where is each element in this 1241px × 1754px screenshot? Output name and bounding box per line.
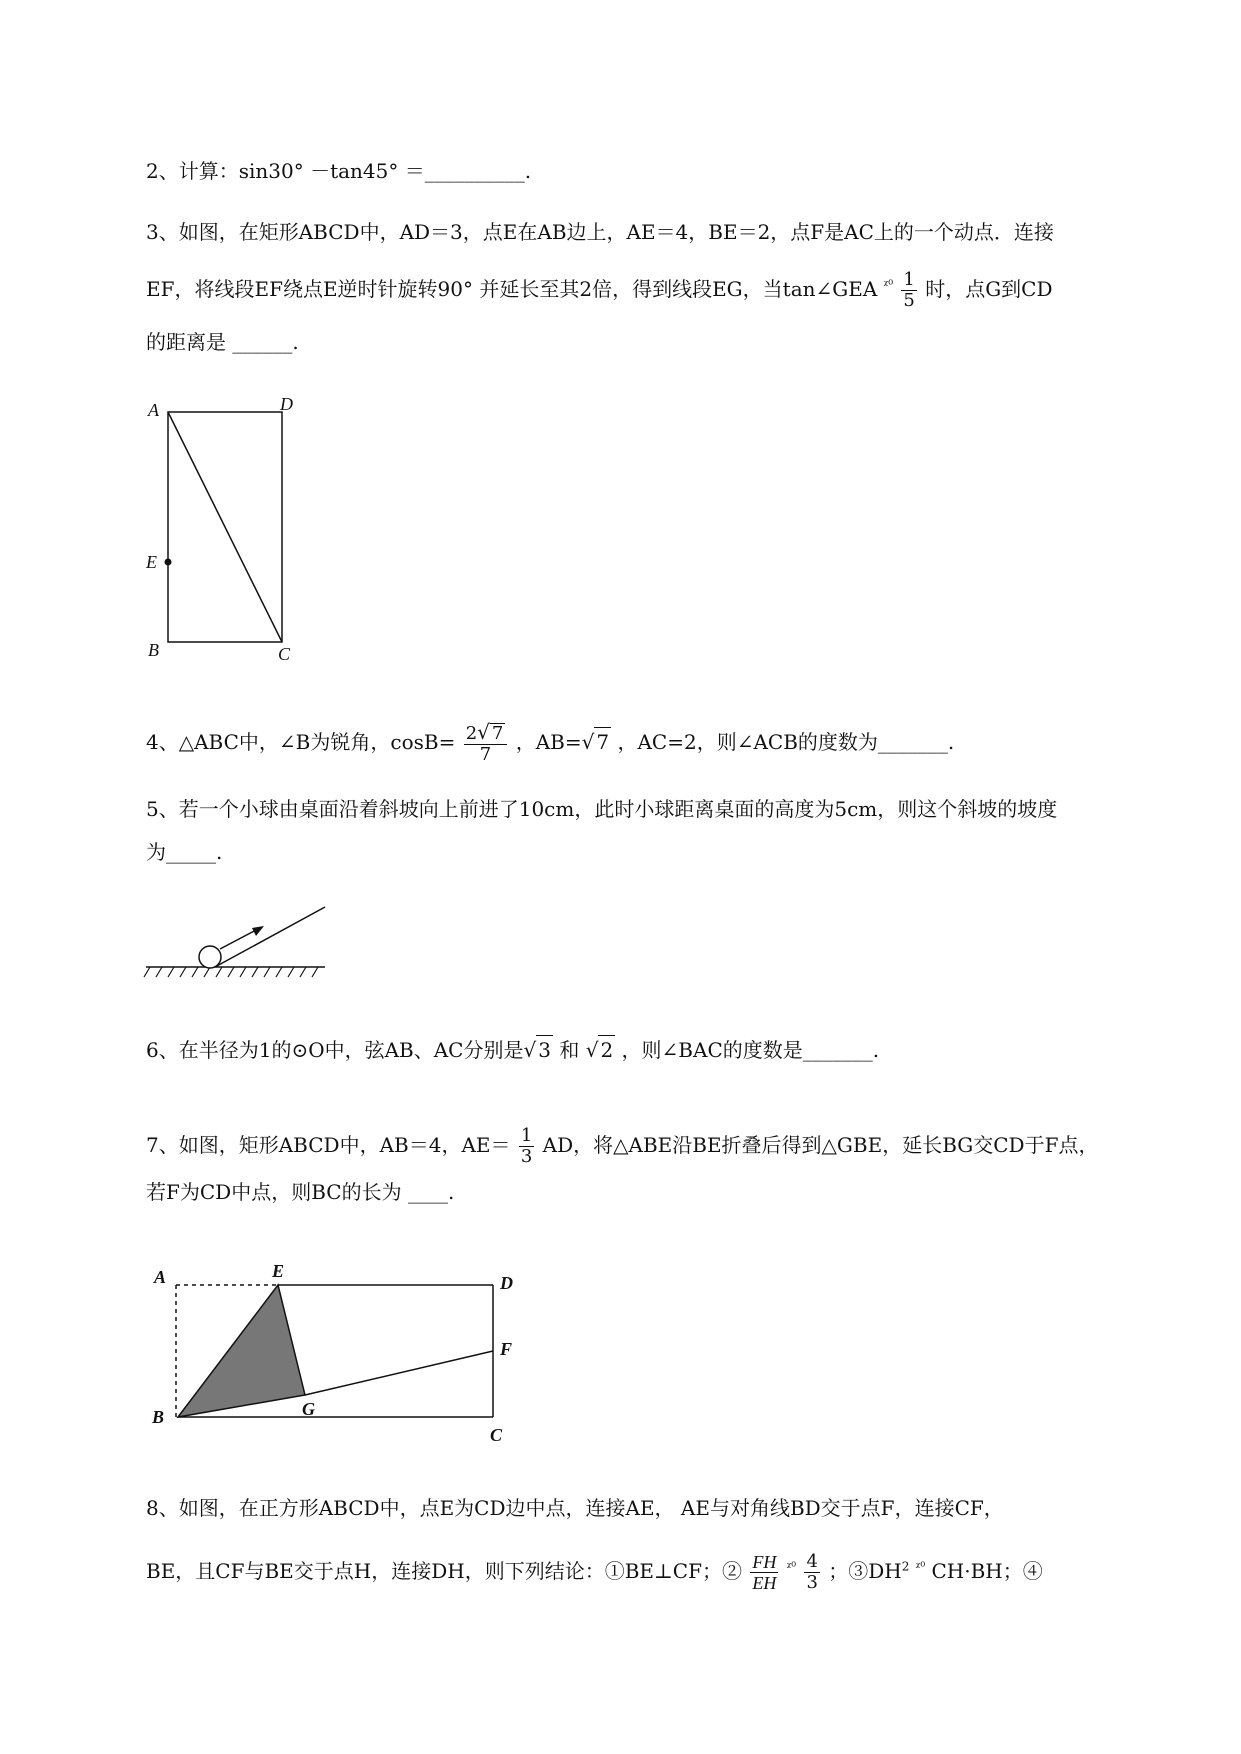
question-7-line-1: [146, 1126, 1098, 1167]
q7-label-b: B: [152, 1407, 165, 1427]
q7-a: 7、如图，矩形ABCD中，AB＝4，AE＝: [146, 1133, 511, 1157]
q3-frac-num: 1: [903, 269, 915, 290]
sqrt-icon: √: [581, 730, 595, 754]
q6-radicand-2: 2: [598, 1035, 615, 1064]
q7-frac-den: 3: [520, 1146, 533, 1167]
q5-line2: 为_____.: [146, 840, 223, 864]
q7-triangle-gbe: [178, 1285, 305, 1417]
q6-b: 和: [559, 1038, 586, 1062]
q3-line1: 3、如图，在矩形ABCD中，AD＝3，点E在AB边上，AE＝4，BE＝2，点F是AC上的一个动点．连接: [146, 220, 1054, 244]
q3-label-d: D: [280, 394, 293, 414]
q3-label-c: C: [278, 644, 291, 664]
q7-figure: [140, 1255, 540, 1450]
q5-slope: [215, 907, 325, 967]
q8-line1: 8、如图，在正方形ABCD中，点E为CD边中点，连接AE， AE与对角线BD交于点F，连接CF，: [146, 1496, 1004, 1520]
question-7-line-2: [146, 1178, 454, 1206]
question-5-line-2: [146, 838, 222, 866]
q3-label-a: A: [148, 400, 159, 420]
question-2: [146, 157, 531, 185]
q4-frac-den: 7: [479, 744, 492, 765]
q8-garbled-mark-2: ᵡ⁰: [915, 1559, 926, 1574]
q3-diagonal-ac: [168, 412, 282, 642]
q3-point-e: [165, 559, 172, 566]
q7-fraction: [519, 1126, 534, 1167]
question-6: [146, 1035, 879, 1064]
q7-b: AD，将△ABE沿BE折叠后得到△GBE，延长BG交CD于F点，: [542, 1133, 1099, 1157]
q8-frac2-den: 3: [806, 1572, 818, 1593]
q3-figure: [140, 390, 310, 670]
q8-line2b: ；③DH: [828, 1559, 902, 1583]
q7-label-d: D: [500, 1273, 513, 1293]
question-4: [146, 722, 954, 765]
q8-fraction-4-3: [804, 1552, 819, 1593]
q3-line2a: EF，将线段EF绕点E逆时针旋转90° 并延长至其2倍，得到线段EG，当tan∠GEA: [146, 277, 878, 301]
q4-num-radicand: 7: [491, 723, 504, 744]
question-8-line-2: [146, 1552, 1043, 1593]
q8-frac1-num: FH: [752, 1552, 777, 1572]
question-3-line-2: [146, 270, 1053, 311]
q4-c: ，AC=2，则∠ACB的度数为_______.: [617, 730, 955, 754]
q4-b: ，AB=: [515, 730, 582, 754]
sqrt-icon: √: [585, 1038, 599, 1062]
q5-ball: [199, 946, 221, 968]
q8-line2c: CH·BH；④: [931, 1559, 1043, 1583]
q3-frac-den: 5: [903, 290, 915, 311]
q4-fraction: [464, 722, 508, 765]
q7-label-e: E: [272, 1261, 285, 1281]
q7-label-a: A: [154, 1267, 167, 1287]
question-3-line-3: [146, 328, 299, 356]
q5-figure: [140, 895, 340, 985]
q7-line2: 若F为CD中点，则BC的长为 ____.: [146, 1180, 455, 1204]
q8-fraction-fh-eh: [750, 1552, 778, 1593]
q4-ab-radicand: 7: [594, 727, 611, 756]
q8-superscript: 2: [901, 1559, 910, 1574]
sqrt-icon: √: [523, 1038, 537, 1062]
q6-c: ，则∠BAC的度数是_______.: [621, 1038, 880, 1062]
q8-frac1-den: EH: [752, 1573, 777, 1593]
q8-line2a: BE，且CF与BE交于点H，连接DH，则下列结论：①BE⊥CF；②: [146, 1559, 742, 1583]
q2-text: 2、计算：sin30° －tan45° ＝__________.: [146, 159, 532, 183]
q5-arrow-head-icon: [252, 926, 264, 936]
question-5-line-1: [146, 795, 1057, 823]
q8-frac2-num: 4: [806, 1551, 818, 1572]
q7-label-f: F: [500, 1339, 513, 1359]
question-3-line-1: [146, 218, 1054, 246]
q7-line-gf: [305, 1351, 493, 1395]
q3-label-b: B: [148, 640, 159, 660]
q6-radicand-1: 3: [536, 1035, 553, 1064]
q3-garbled-mark: ᵡ⁰: [883, 277, 894, 292]
q4-frac-num: 2√ 7: [464, 722, 508, 745]
q7-label-g: G: [302, 1399, 315, 1419]
q4-a: 4、△ABC中，∠B为锐角，cosB=: [146, 730, 456, 754]
question-8-line-1: [146, 1494, 1004, 1522]
q7-frac-num: 1: [520, 1125, 533, 1146]
q5-ground-hatch: [144, 967, 318, 977]
q4-coef: 2: [465, 723, 478, 744]
q7-label-c: C: [490, 1425, 503, 1445]
q8-garbled-mark-1: ᵡ⁰: [786, 1559, 797, 1574]
q5-line1: 5、若一个小球由桌面沿着斜坡向上前进了10cm，此时小球距离桌面的高度为5cm，则这个斜坡的坡度: [146, 797, 1058, 821]
q3-label-e: E: [146, 552, 157, 572]
q3-fraction: [901, 270, 916, 311]
q6-a: 6、在半径为1的⊙O中，弦AB、AC分别是: [146, 1038, 524, 1062]
q3-line3: 的距离是 ______.: [146, 330, 299, 354]
q3-line2b: 时，点G到CD: [925, 277, 1053, 301]
